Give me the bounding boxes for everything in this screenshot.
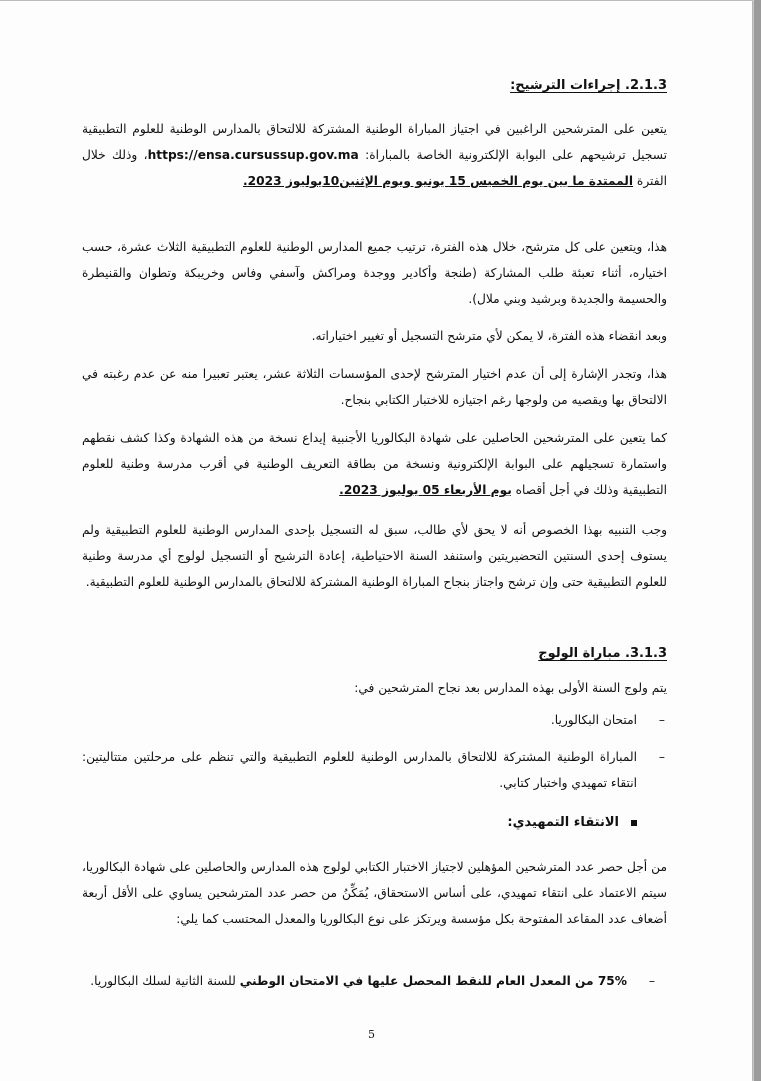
list-item-text bbox=[82, 968, 627, 994]
section-heading-admission: 3.1.3. مباراة الولوج bbox=[538, 646, 667, 661]
list-item-text: امتحان البكالوريا. bbox=[550, 713, 637, 727]
page-edge bbox=[754, 0, 761, 1081]
paragraph-deadline: وبعد انقضاء هذه الفترة، لا يمكن لأي مترشح التسجيل أو تغيير اختياراته. bbox=[311, 329, 667, 343]
paragraph-registration-portal bbox=[82, 116, 667, 194]
section-heading-registration: 2.1.3. إجراءات الترشيح: bbox=[510, 78, 667, 93]
subheading-preselection bbox=[82, 815, 637, 830]
text: يتعين على المترشحين الراغبين في اجتياز المباراة الوطنية المشتركة للالتحاق بالمدارس الوطنية للعلوم التطبيقية تسجيل ترشيحهم على البوابة الإلكترونية الخاصة بالمباراة: bbox=[82, 122, 667, 162]
square-bullet bbox=[631, 820, 637, 826]
list-item bbox=[82, 707, 667, 733]
paragraph-school-ranking: هذا، ويتعين على كل مترشح، خلال هذه الفترة، ترتيب جميع المدارس الوطنية للعلوم التطبيقية الثلاث عشرة، حسب اختياره، أثناء تعبئة طلب المشاركة (طنجة وأكادير ووجدة ومراكش وآسفي وفاس وخريبكة وتطوان والقنيطرة والحسيمة والجديدة وبرشيد وبني ملال). bbox=[82, 240, 667, 306]
top-border bbox=[0, 0, 752, 1]
foreign-bac-deadline: يوم الأربعاء 05 يوليوز 2023 bbox=[343, 483, 512, 497]
page-number: 5 bbox=[368, 1028, 375, 1041]
text: . bbox=[339, 483, 344, 497]
subheading-text: الانتقاء التمهيدي: bbox=[507, 815, 619, 830]
paragraph-foreign-bac bbox=[82, 425, 667, 503]
portal-link[interactable]: https://ensa.cursussup.gov.ma bbox=[147, 148, 359, 162]
text: ، وذلك خلال الفترة bbox=[82, 148, 667, 188]
dash-marker: – bbox=[648, 974, 655, 988]
paragraph-note: هذا، وتجدر الإشارة إلى أن عدم اختيار المترشح لإحدى المؤسسات الثلاثة عشر، يعتبر تعبيرا منه عن عدم رغبته في الالتحاق بها ويقصيه من ولوجها رغم اجتيازه للاختبار الكتابي بنجاح. bbox=[82, 367, 667, 407]
list-item bbox=[82, 744, 667, 796]
criteria-rest: للسنة الثانية لسلك البكالوريا. bbox=[90, 974, 240, 988]
paragraph-warning: وجب التنبيه بهذا الخصوص أنه لا يحق لأي طالب، سبق له التسجيل بإحدى المدارس الوطنية للعلوم التطبيقية ولم يستوف إحدى السنتين التحضيريتين واستنفد السنة الاحتياطية، إعادة الترشيح أو التسجيل لولوج أي مدرسة وطنية للعلوم التطبيقية حتى وإن ترشح واجتاز بنجاح المباراة الوطنية المشتركة للالتحاق بالمدارس الوطنية للعلوم التطبيقية. bbox=[82, 523, 667, 589]
registration-period: الممتدة ما بين يوم الخميس 15 يونيو ويوم الإثنين10يوليوز 2023 bbox=[247, 174, 634, 188]
text: كما يتعين على المترشحين الحاصلين على شهادة البكالوريا الأجنبية إيداع نسخة من هذه الشهادة وكذا كشف نقطهم واستمارة تسجيلهم على البوابة الإلكترونية ونسخة من بطاقة التعريف الوطنية في أقرب مدرسة وطنية للعلوم التطبيقية وذلك في أجل أقصاه bbox=[82, 431, 667, 497]
paragraph-admission-intro: يتم ولوج السنة الأولى بهذه المدارس بعد نجاح المترشحين في: bbox=[354, 681, 667, 695]
criteria-emphasis: 75% من المعدل العام للنقط المحصل عليها في الامتحان الوطني bbox=[239, 974, 627, 988]
dash-marker: – bbox=[658, 750, 665, 764]
text: . bbox=[243, 174, 248, 188]
paragraph-preselection: من أجل حصر عدد المترشحين المؤهلين لاجتياز الاختبار الكتابي لولوج هذه المدارس والحاصلين على شهادة البكالوريا، سيتم الاعتماد على انتقاء تمهيدي، على أساس الاستحقاق، يُمَكِّنُ من حصر عدد المترشحين يساوي على الأقل أربعة أضعاف عدد المقاعد المفتوحة بكل مؤسسة ويرتكز على نوع البكالوريا والمعدل المحتسب كما يلي: bbox=[82, 860, 667, 926]
list-item bbox=[82, 968, 657, 994]
dash-marker: – bbox=[658, 713, 665, 727]
list-item-text: المباراة الوطنية المشتركة للالتحاق بالمدارس الوطنية للعلوم التطبيقية والتي تنظم على مرحلتين متتاليتين: انتقاء تمهيدي واختبار كتابي. bbox=[82, 750, 637, 790]
